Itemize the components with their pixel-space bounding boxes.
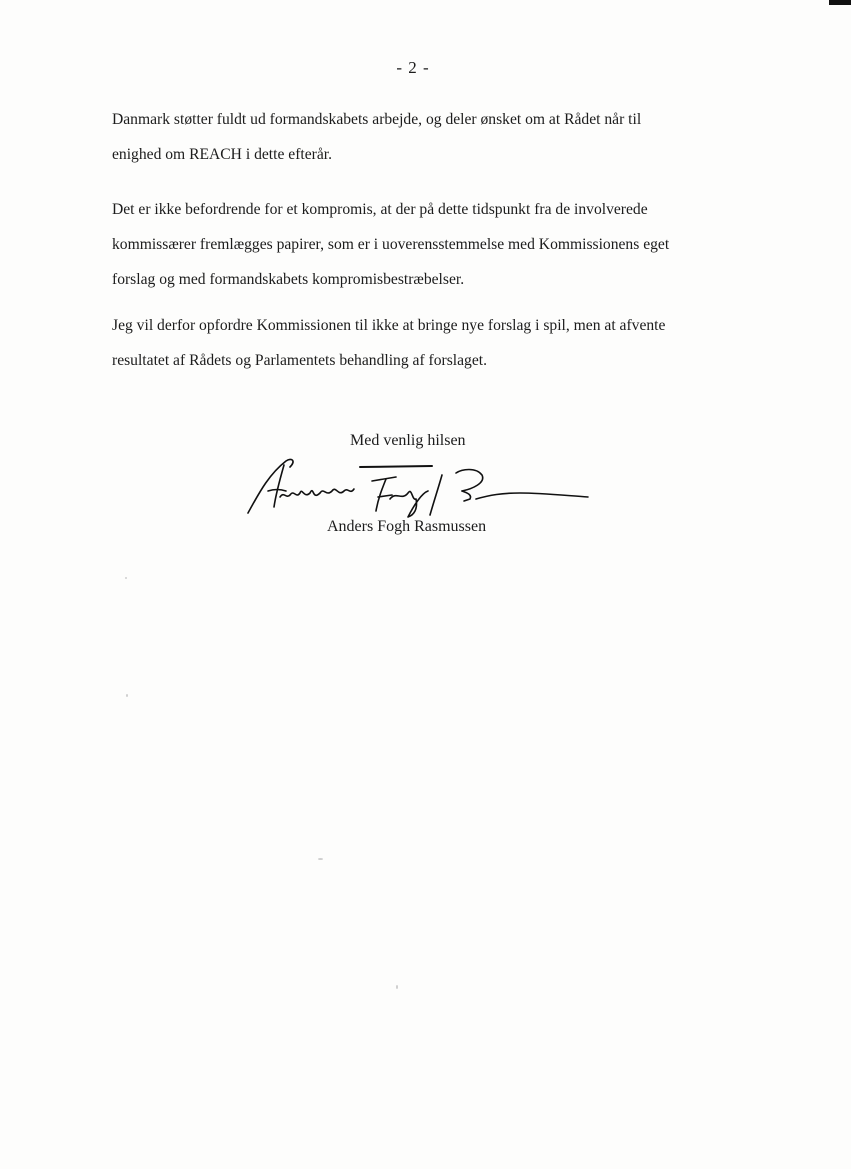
scan-speck (318, 858, 323, 860)
scan-speck (126, 694, 128, 697)
scan-speck (396, 985, 398, 989)
paragraph-line: Danmark støtter fuldt ud formandskabets arbejde, og deler ønsket om at Rådet når til (112, 111, 642, 128)
paragraph-line: resultatet af Rådets og Parlamentets behandling af forslaget. (112, 352, 487, 369)
paragraph-line: Det er ikke befordrende for et kompromis, at der på dette tidspunkt fra de involverede (112, 201, 648, 218)
paragraph-line: forslag og med formandskabets kompromisbestræbelser. (112, 271, 465, 288)
paragraph-line: kommissærer fremlægges papirer, som er i uoverensstemmelse med Kommissionens eget (112, 236, 670, 253)
paragraph-line: Jeg vil derfor opfordre Kommissionen til ikke at bringe nye forslag i spil, men at afvente (112, 317, 666, 334)
scan-corner-mark (829, 0, 851, 5)
paragraph-line: enighed om REACH i dette efterår. (112, 146, 332, 163)
scan-speck (125, 577, 127, 579)
paragraph-compromise (112, 192, 712, 297)
signer-name: Anders Fogh Rasmussen (327, 518, 487, 535)
page-number: - 2 - (396, 58, 430, 77)
paragraph-support (112, 102, 712, 172)
handwritten-signature (240, 455, 600, 525)
paragraph-request (112, 308, 712, 378)
closing-salutation: Med venlig hilsen (350, 432, 466, 449)
